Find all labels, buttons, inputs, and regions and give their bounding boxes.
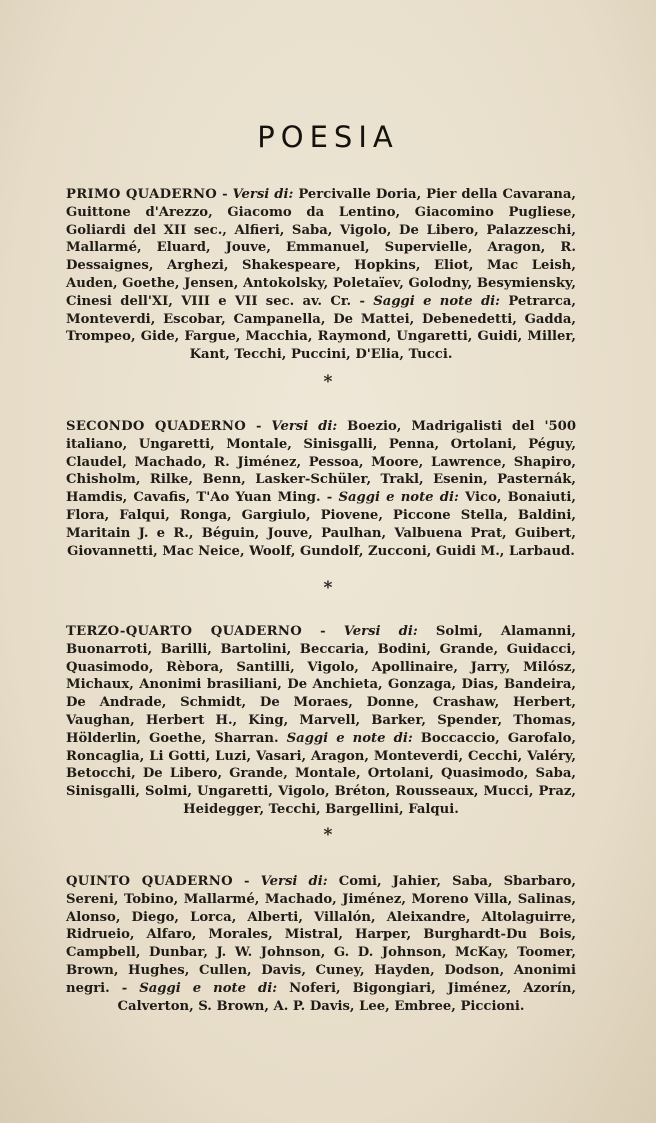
versi-list: Comi, Jahier, Saba, Sbarbaro, Sereni, Tobino, Mallarmé, Machado, Jiménez, Moreno Villa, Salinas, Alonso, Diego, Lorca, Alberti, Villalón, Aleixandre, Altolaguirre, Ridrueio, Alfaro, Morales, Mistral, Harper, Burghardt-Du Bois, Campbell, Dunbar, J. W. Johnson, G. D. Johnson, McKay, Toomer, Brown, Hughes, Cullen, Davis, Cuney, Hayden, Dodson, Anonimi negri. bbox=[66, 874, 576, 996]
versi-label: Versi di: bbox=[232, 187, 294, 202]
section-heading: QUINTO QUADERNO bbox=[66, 874, 233, 889]
dash: - bbox=[301, 624, 344, 639]
dash: - bbox=[232, 874, 261, 889]
dash: - bbox=[246, 419, 272, 434]
section-heading: TERZO-QUARTO QUADERNO bbox=[66, 624, 302, 639]
section-secondo-quaderno bbox=[66, 418, 576, 560]
versi-list: Solmi, Alamanni, Buonarroti, Barilli, Bartolini, Beccaria, Bodini, Grande, Guidacci, Quasimodo, Rèbora, Santilli, Vigolo, Apollinaire, Jarry, Milósz, Michaux, Anonimi brasiliani, De Anchieta, Gonzaga, Dias, Bandeira, De Andrade, Schmidt, De Moraes, Donne, Crashaw, Herbert, Vaughan, Herbert H., King, Marvell, Barker, Spender, Thomas, Hölderlin, Goethe, Sharran. bbox=[66, 624, 576, 746]
saggi-label: Saggi e note di: bbox=[139, 980, 278, 996]
separator-star: * bbox=[323, 372, 333, 392]
saggi-label: Saggi e note di: bbox=[286, 730, 413, 746]
page-title: POESIA bbox=[257, 120, 399, 154]
section-heading: SECONDO QUADERNO bbox=[66, 419, 247, 434]
saggi-list: Vico, Bonaiuti, Flora, Falqui, Ronga, Gargiulo, Piovene, Piccone Stella, Baldini, Maritain J. e R., Béguin, Jouve, Paulhan, Valbuena Prat, Guibert, Giovannetti, Mac Neice, Woolf, Gundolf, Zucconi, Guidi M., Larbaud. bbox=[66, 490, 576, 559]
dash: - bbox=[109, 980, 140, 996]
saggi-list: Petrarca, Monteverdi, Escobar, Campanella, De Mattei, Debenedetti, Gadda, Trompeo, Gide, Fargue, Macchia, Raymond, Ungaretti, Guidi, Miller, Kant, Tecchi, Puccini, D'Elia, Tucci. bbox=[66, 293, 577, 363]
separator-star: * bbox=[323, 578, 333, 598]
dash: - bbox=[351, 293, 374, 309]
section-terzo-quarto-quaderno bbox=[66, 623, 576, 819]
versi-label: Versi di: bbox=[271, 419, 338, 434]
separator-star: * bbox=[323, 825, 333, 845]
versi-list: Percivalle Doria, Pier della Cavarana, Guittone d'Arezzo, Giacomo da Lentino, Giacomino Pugliese, Goliardi del XII sec., Alfieri, Saba, Vigolo, De Libero, Palazzeschi, Mallarmé, Eluard, Jouve, Emmanuel, Supervielle, Aragon, R. Dessaignes, Arghezi, Shakespeare, Hopkins, Eliot, Mac Leish, Auden, Goethe, Jensen, Antokolsky, Poletaïev, Golodny, Besymiensky, Cinesi dell'XI, VIII e VII sec. av. Cr. bbox=[66, 187, 576, 309]
versi-list: Boezio, Madrigalisti del '500 italiano, Ungaretti, Montale, Sinisgalli, Penna, Ortolani, Péguy, Claudel, Machado, R. Jiménez, Pessoa, Moore, Lawrence, Shapiro, Chisholm, Rilke, Benn, Lasker-Schüler, Trakl, Esenin, Pasternák, Hamdis, Cavafis, T'Ao Yuan Ming. bbox=[66, 419, 577, 506]
section-primo-quaderno bbox=[66, 186, 576, 364]
versi-label: Versi di: bbox=[260, 874, 328, 889]
dash: - bbox=[320, 490, 339, 506]
dash: - bbox=[217, 187, 233, 202]
saggi-label: Saggi e note di: bbox=[338, 490, 459, 506]
section-quinto-quaderno bbox=[66, 873, 576, 1015]
dash bbox=[279, 731, 287, 746]
versi-label: Versi di: bbox=[343, 624, 418, 639]
section-heading: PRIMO QUADERNO bbox=[66, 187, 218, 202]
saggi-label: Saggi e note di: bbox=[373, 293, 501, 309]
saggi-list: Boccaccio, Garofalo, Roncaglia, Li Gotti, Luzi, Vasari, Aragon, Monteverdi, Cecchi, Valéry, Betocchi, De Libero, Grande, Montale, Ortolani, Quasimodo, Saba, Sinisgalli, Solmi, Ungaretti, Vigolo, Bréton, Rousseaux, Mucci, Praz, Heidegger, Tecchi, Bargellini, Falqui. bbox=[66, 730, 577, 817]
saggi-list: Noferi, Bigongiari, Jiménez, Azorín, Calverton, S. Brown, A. P. Davis, Lee, Embree, Piccioni. bbox=[117, 980, 576, 1014]
